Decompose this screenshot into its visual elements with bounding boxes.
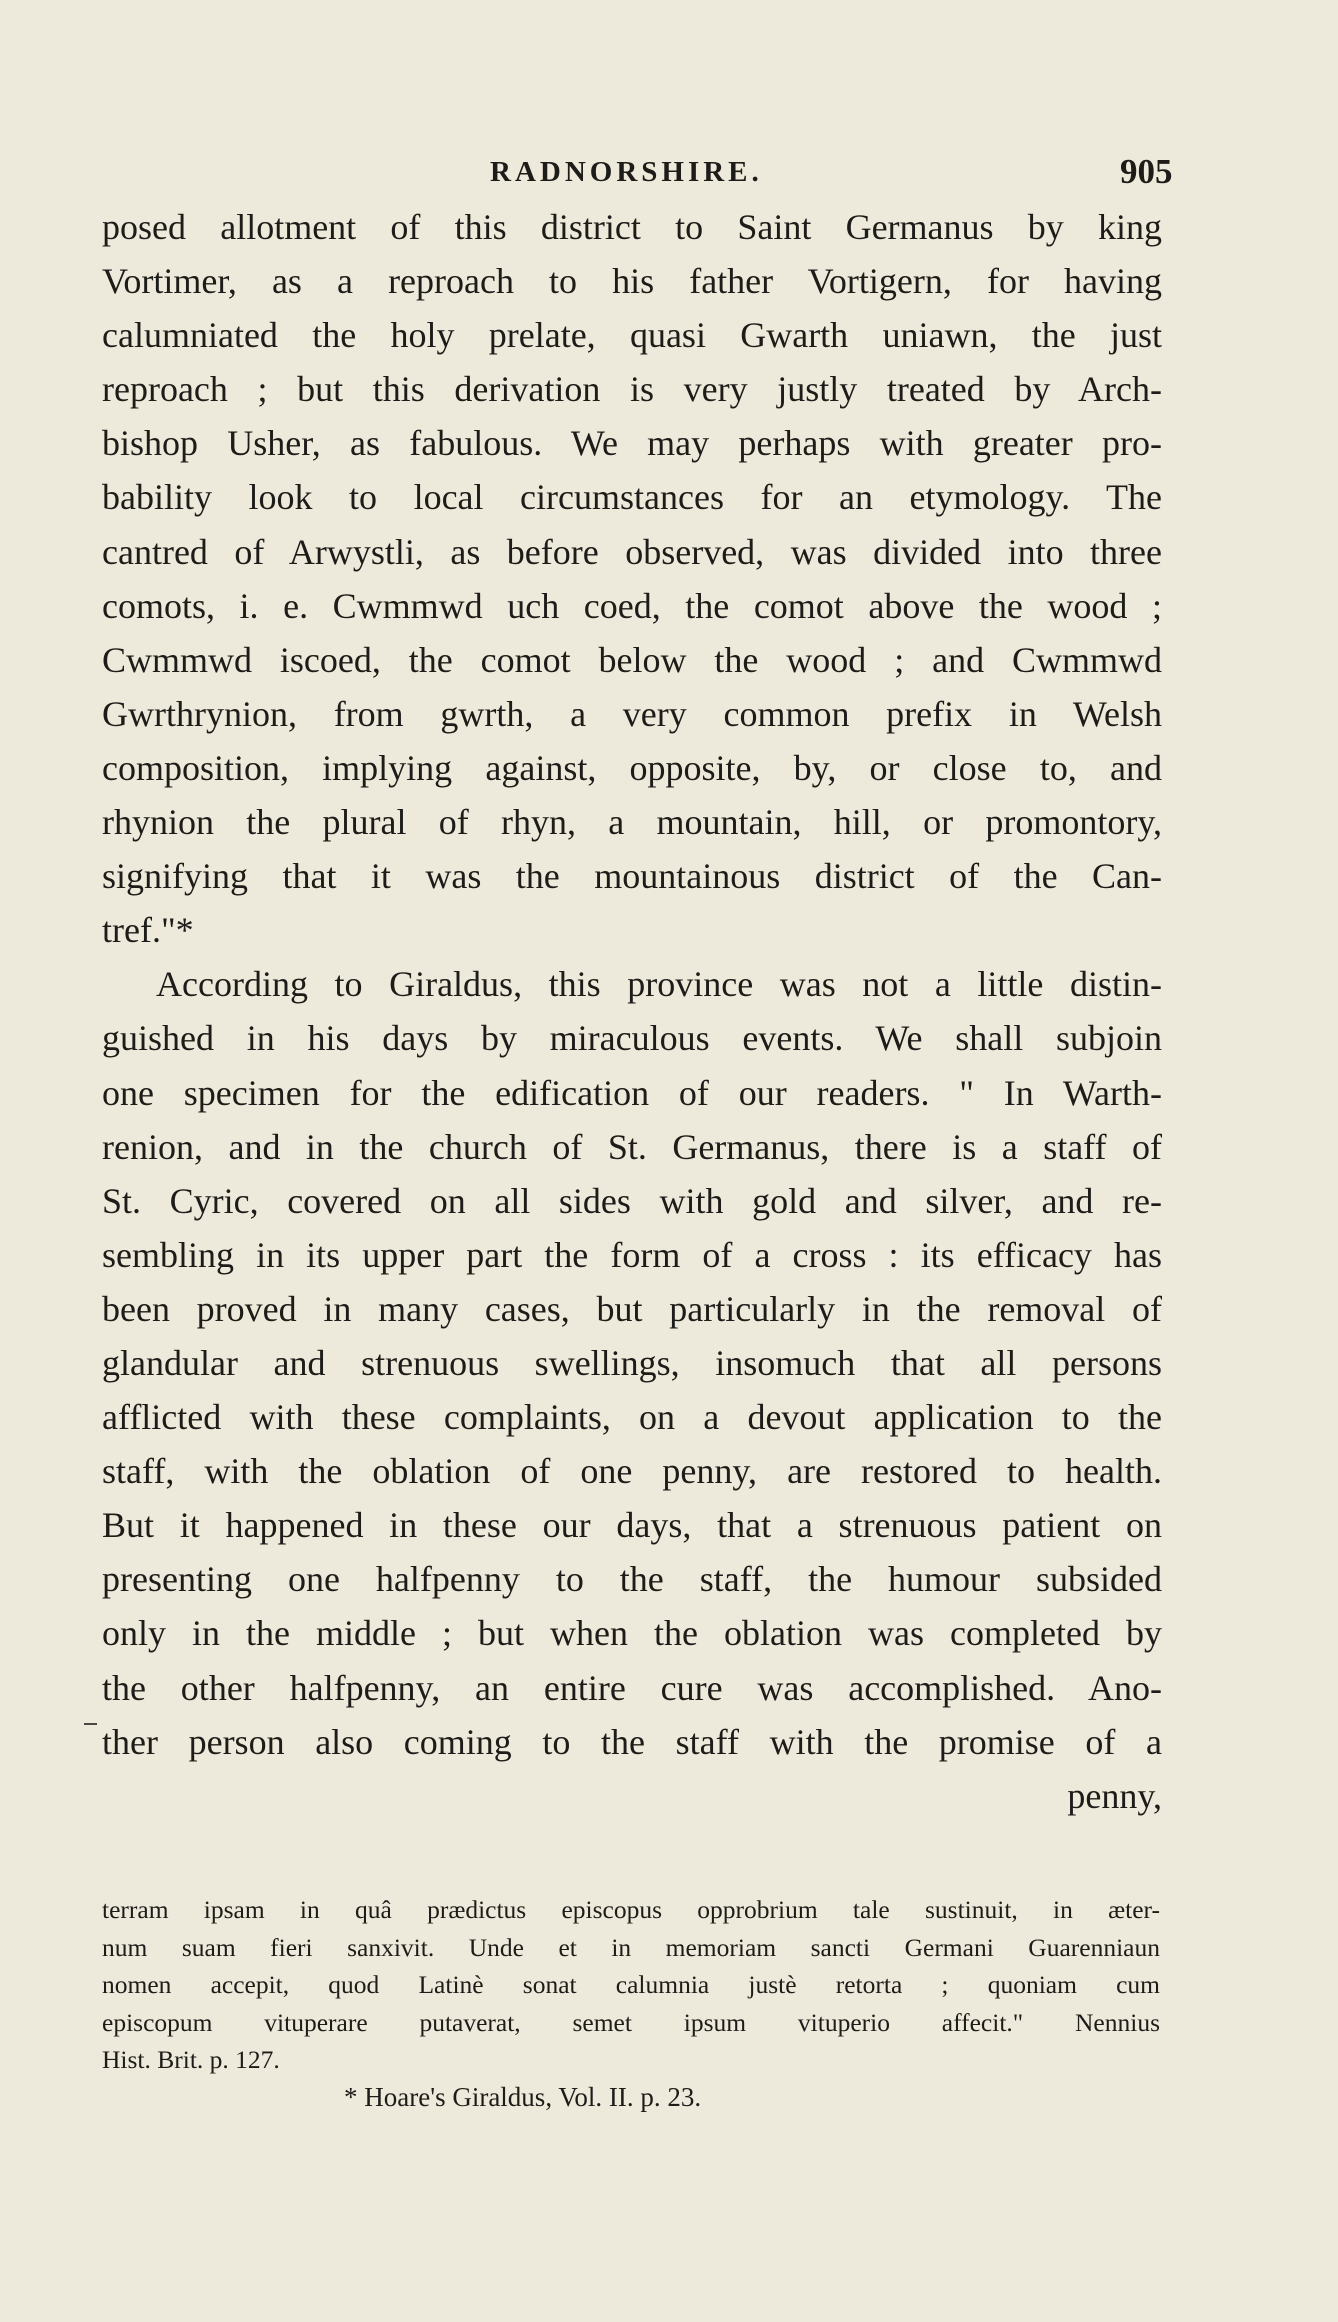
body-line: presenting one halfpenny to the staff, the humour subsided (102, 1559, 1162, 1600)
body-line: sembling in its upper part the form of a cross : its efficacy has (102, 1234, 1162, 1275)
body-line: Cwmmwd iscoed, the comot below the wood ; and Cwmmwd (102, 639, 1162, 680)
body-line: composition, implying against, opposite, by, or close to, and (102, 747, 1162, 788)
body-line: guished in his days by miraculous events. We shall subjoin (102, 1018, 1162, 1059)
body-line: one specimen for the edification of our readers. " In Warth- (102, 1072, 1162, 1113)
body-line: Gwrthrynion, from gwrth, a very common prefix in Welsh (102, 693, 1162, 734)
body-line: afflicted with these complaints, on a devout application to the (102, 1397, 1162, 1438)
body-line: Vortimer, as a reproach to his father Vortigern, for having (102, 261, 1162, 302)
body-line: staff, with the oblation of one penny, are restored to health. (102, 1451, 1162, 1492)
margin-dash (84, 1723, 97, 1725)
footnote-line: terram ipsam in quâ prædictus episcopus opprobrium tale sustinuit, in æter- (102, 1895, 1160, 1924)
body-line: comots, i. e. Cwmmwd uch coed, the comot above the wood ; (102, 585, 1162, 626)
body-line: rhynion the plural of rhyn, a mountain, hill, or promontory, (102, 802, 1162, 843)
body-line: tref."* (102, 910, 194, 951)
footnote-reference: * Hoare's Giraldus, Vol. II. p. 23. (344, 2081, 702, 2112)
body-line: According to Giraldus, this province was not a little distin- (156, 964, 1162, 1005)
running-head: RADNORSHIRE. (490, 156, 763, 188)
body-line: glandular and strenuous swellings, insomuch that all persons (102, 1342, 1162, 1383)
body-line: renion, and in the church of St. Germanus, there is a staff of (102, 1126, 1162, 1167)
body-line: ther person also coming to the staff with the promise of a (102, 1721, 1162, 1762)
body-line: only in the middle ; but when the oblation was completed by (102, 1613, 1162, 1654)
body-line: signifying that it was the mountainous district of the Can- (102, 856, 1162, 897)
body-line: bability look to local circumstances for an etymology. The (102, 477, 1162, 518)
body-line: the other halfpenny, an entire cure was accomplished. Ano- (102, 1667, 1162, 1708)
body-line: bishop Usher, as fabulous. We may perhaps with greater pro- (102, 423, 1162, 464)
body-line: cantred of Arwystli, as before observed, was divided into three (102, 531, 1162, 572)
body-line: calumniated the holy prelate, quasi Gwarth uniawn, the just (102, 315, 1162, 356)
body-line: St. Cyric, covered on all sides with gold and silver, and re- (102, 1180, 1162, 1221)
body-text (102, 200, 1162, 1823)
body-line: But it happened in these our days, that a strenuous patient on (102, 1505, 1162, 1546)
footnote-line: episcopum vituperare putaverat, semet ipsum vituperio affecit." Nennius (102, 2007, 1160, 2037)
footnote-line: nomen accepit, quod Latinè sonat calumnia justè retorta ; quoniam cum (102, 1970, 1160, 1999)
footnotes (102, 1891, 1160, 2116)
body-line: reproach ; but this derivation is very justly treated by Arch- (102, 369, 1162, 410)
body-line: been proved in many cases, but particularly in the removal of (102, 1288, 1162, 1329)
body-line: posed allotment of this district to Saint Germanus by king (102, 207, 1162, 247)
footnote-line: Hist. Brit. p. 127. (102, 2045, 280, 2074)
catchword: penny, (1067, 1775, 1162, 1816)
page-number: 905 (1120, 152, 1173, 191)
footnote-line: num suam fieri sanxivit. Unde et in memoriam sancti Germani Guarenniaun (102, 1932, 1160, 1962)
